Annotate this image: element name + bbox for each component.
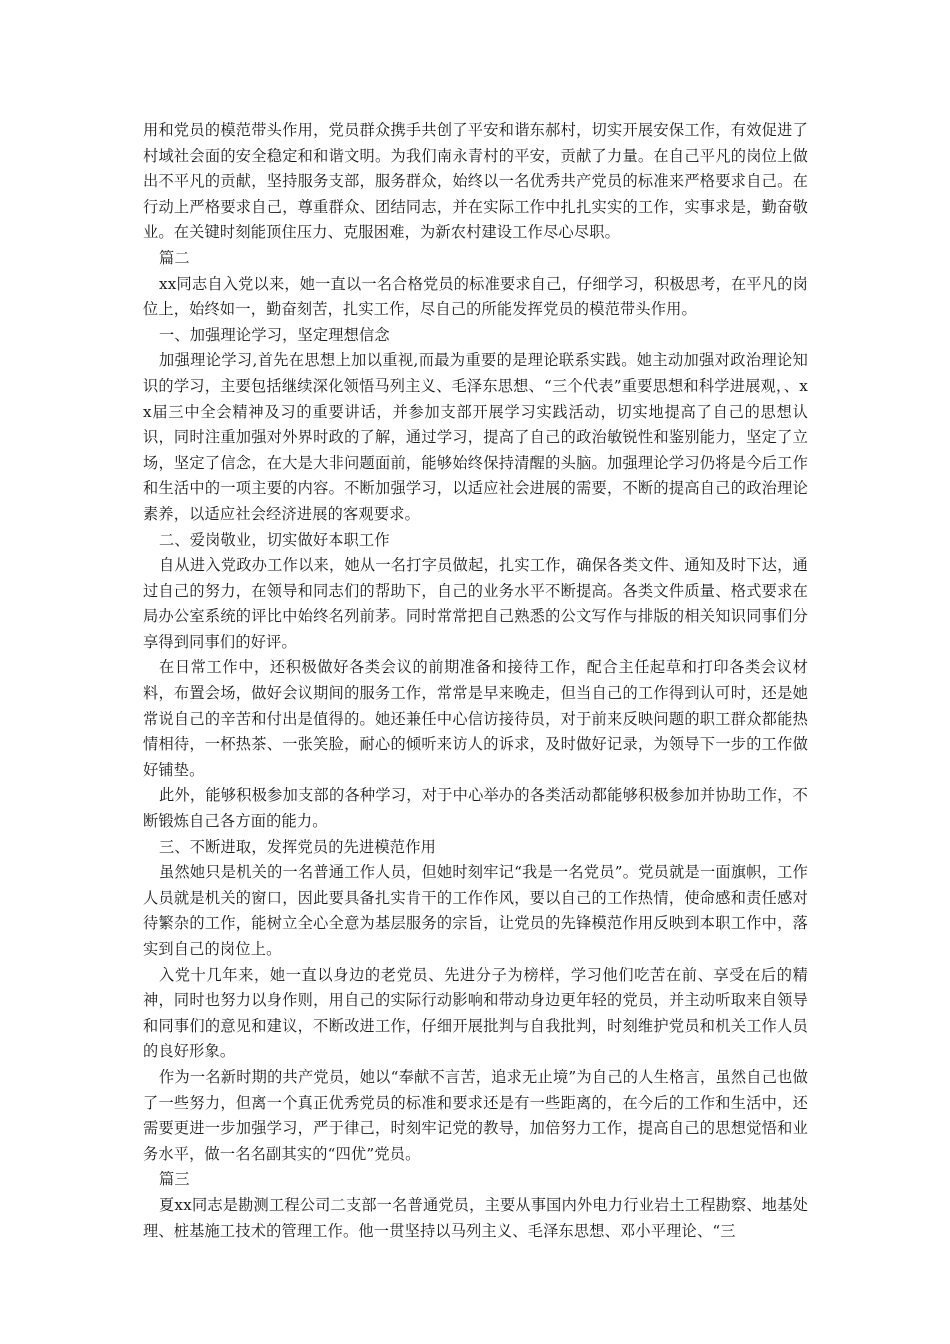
paragraph-7: 虽然她只是机关的一名普通工作人员，但她时刻牢记“我是一名党员”。党员就是一面旗帜，工作人员就是机关的窗口，因此要具备扎实肯干的工作作风，要以自己的工作热情，使命感和责任感对待繁杂的工作，能树立全心全意为基层服务的宗旨，让党员的先锋模范作用反映到本职工作中，落实到自己的岗位上。	[143, 863, 808, 958]
heading-3: 三、不断进取，发挥党员的先进模范作用	[159, 837, 436, 856]
heading-1: 一、加强理论学习，坚定理想信念	[159, 325, 390, 344]
paragraph-5: 在日常工作中，还积极做好各类会议的前期准备和接待工作，配合主任起草和打印各类会议材料，布置会场，做好会议期间的服务工作，常常是早来晚走，但当自己的工作得到认可时，还是她常说自己的辛苦和付出是值得的。她还兼任中心信访接待员，对于前来反映问题的职工群众都能热情相待，一杯热茶、一张笑脸，耐心的倾听来访人的诉求，及时做好记录，为领导下一步的工作做好铺垫。	[143, 658, 808, 779]
section-title-3: 篇三	[159, 1170, 190, 1189]
paragraph-2: xx同志自入党以来，她一直以一名合格党员的标准要求自己，仔细学习，积极思考，在平凡的岗位上，始终如一，勤奋刻苦，扎实工作，尽自己的所能发挥党员的模范带头作用。	[143, 274, 808, 319]
paragraph-8: 入党十几年来，她一直以身边的老党员、先进分子为榜样，学习他们吃苦在前、享受在后的精神，同时也努力以身作则，用自己的实际行动影响和带动身边更年轻的党员，并主动听取来自领导和同事们的意见和建议，不断改进工作，仔细开展批判与自我批判，时刻维护党员和机关工作人员的良好形象。	[143, 965, 808, 1061]
paragraph-6: 此外，能够积极参加支部的各种学习，对于中心举办的各类活动都能够积极参加并协助工作，不断锻炼自己各方面的能力。	[143, 786, 808, 831]
section-title-2: 篇二	[159, 248, 190, 267]
heading-2: 二、爱岗敬业，切实做好本职工作	[159, 530, 390, 549]
paragraph-1: 用和党员的模范带头作用，党员群众携手共创了平安和谐东郝村，切实开展安保工作，有效促进了村域社会面的安全稳定和和谐文明。为我们南永青村的平安，贡献了力量。在自己平凡的岗位上做出不平凡的贡献，坚持服务支部，服务群众，始终以一名优秀共产党员的标准来严格要求自己。在行动上严格要求自己，尊重群众、团结同志，并在实际工作中扎扎实实的工作，实事求是，勤奋敬业。在关键时刻能顶住压力、克服困难，为新农村建设工作尽心尽职。	[143, 121, 808, 242]
document-page	[143, 118, 808, 1244]
paragraph-10: 夏xx同志是勘测工程公司二支部一名普通党员，主要从事国内外电力行业岩土工程勘察、地基处理、桩基施工技术的管理工作。他一贯坚持以马列主义、毛泽东思想、邓小平理论、“三	[143, 1195, 808, 1240]
paragraph-9: 作为一名新时期的共产党员，她以“奉献不言苦，追求无止境”为自己的人生格言，虽然自己也做了一些努力，但离一个真正优秀党员的标准和要求还是有一些距离的，在今后的工作和生活中，还需要更进一步加强学习，严于律己，时刻牢记党的教导，加倍努力工作，提高自己的思想觉悟和业务水平，做一名名副其实的“四优”党员。	[143, 1067, 808, 1163]
paragraph-3: 加强理论学习,首先在思想上加以重视,而最为重要的是理论联系实践。她主动加强对政治理论知识的学习，主要包括继续深化领悟马列主义、毛泽东思想、“三个代表”重要思想和科学进展观，、xx届三中全会精神及习的重要讲话，并参加支部开展学习实践活动，切实地提高了自己的思想认识，同时注重加强对外界时政的了解，通过学习，提高了自己的政治敏锐性和鉴别能力，坚定了立场，坚定了信念，在大是大非问题面前，能够始终保持清醒的头脑。加强理论学习仍将是今后工作和生活中的一项主要的内容。不断加强学习，以适应社会进展的需要，不断的提高自己的政治理论素养，以适应社会经济进展的客观要求。	[143, 351, 808, 523]
paragraph-4: 自从进入党政办工作以来，她从一名打字员做起，扎实工作，确保各类文件、通知及时下达，通过自己的努力，在领导和同志们的帮助下，自己的业务水平不断提高。各类文件质量、格式要求在局办公室系统的评比中始终名列前茅。同时常常把自己熟悉的公文写作与排版的相关知识同事们分享得到同事们的好评。	[143, 556, 808, 651]
